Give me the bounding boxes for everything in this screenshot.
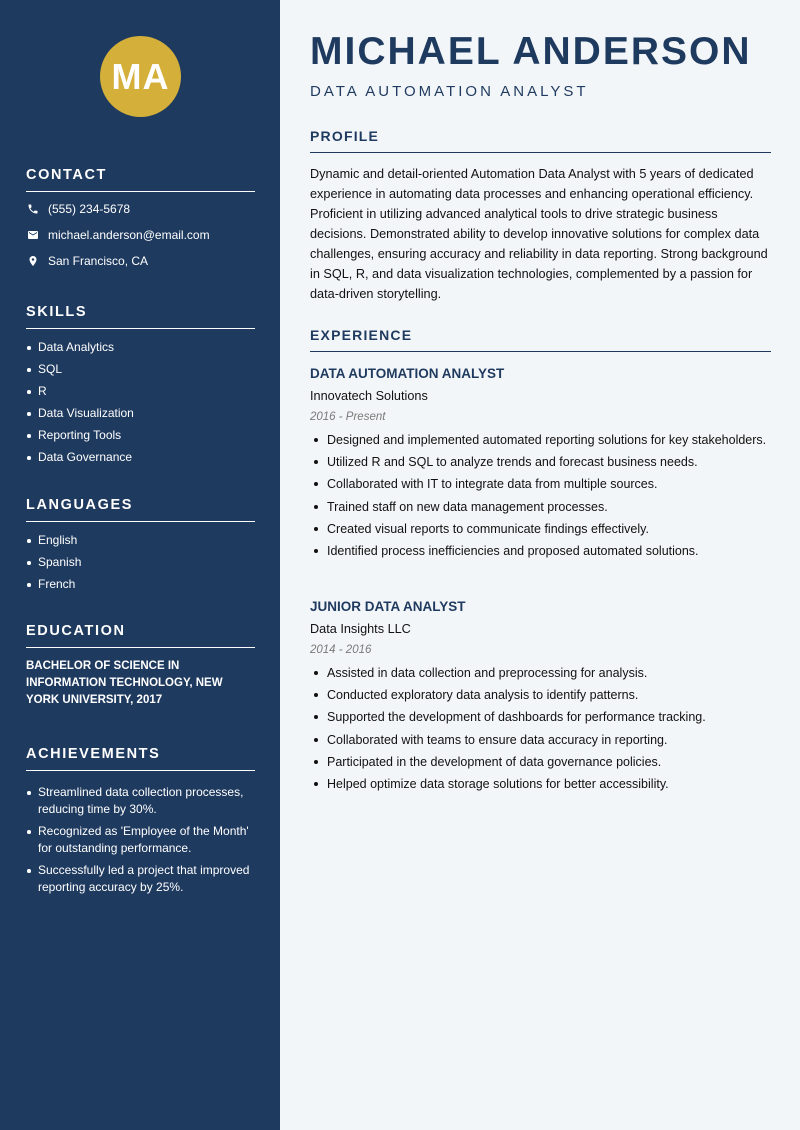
job-bullet: Collaborated with teams to ensure data accuracy in reporting. xyxy=(310,731,771,749)
company-name: Data Insights LLC xyxy=(310,622,411,636)
language-item: French xyxy=(26,576,255,593)
skills-heading: SKILLS xyxy=(26,304,255,329)
email-text[interactable]: michael.anderson@email.com xyxy=(48,228,210,242)
achievements-heading: ACHIEVEMENTS xyxy=(26,746,255,771)
contact-heading: CONTACT xyxy=(26,167,255,192)
skill-item: Reporting Tools xyxy=(26,427,255,444)
profile-text: Dynamic and detail-oriented Automation Data Analyst with 5 years of dedicated experience in automating data processes and enhancing operational efficiency. Proficient in utilizing advanced analytical tools to drive strategic business decisions. Demonstrated ability to develop innovative solutions for complex data challenges, ensuring accuracy and reliability in data reporting. Strong background in SQL, R, and data visualization technologies, complemented by a passion for data-driven storytelling. xyxy=(310,167,768,301)
job-bullet: Created visual reports to communicate findings effectively. xyxy=(310,520,771,538)
job-bullet: Assisted in data collection and preprocessing for analysis. xyxy=(310,664,771,682)
location-pin-icon xyxy=(26,254,40,268)
education-heading: EDUCATION xyxy=(26,623,255,648)
languages-heading: LANGUAGES xyxy=(26,497,255,522)
achievement-item: Successfully led a project that improved reporting accuracy by 25%. xyxy=(26,862,255,896)
job-bullet: Designed and implemented automated reporting solutions for key stakeholders. xyxy=(310,431,771,449)
achievement-item: Recognized as 'Employee of the Month' for outstanding performance. xyxy=(26,823,255,857)
location-text: San Francisco, CA xyxy=(48,254,149,268)
job-bullet: Helped optimize data storage solutions for better accessibility. xyxy=(310,775,771,793)
profile-heading: PROFILE xyxy=(310,128,771,153)
phone-text: (555) 234-5678 xyxy=(48,202,131,216)
profile-section xyxy=(310,128,771,304)
job-bullet: Supported the development of dashboards for performance tracking. xyxy=(310,708,771,726)
job-entry xyxy=(310,599,771,797)
skill-item: SQL xyxy=(26,361,255,378)
avatar-initials: MA xyxy=(111,55,170,97)
job-entry xyxy=(310,366,771,564)
job-bullet: Trained staff on new data management processes. xyxy=(310,498,771,516)
skills-section xyxy=(26,304,255,471)
experience-section xyxy=(310,327,771,352)
contact-email xyxy=(26,226,255,244)
contact-phone xyxy=(26,200,255,218)
job-title: DATA AUTOMATION ANALYST xyxy=(310,366,505,381)
sidebar xyxy=(0,0,280,1130)
experience-heading: EXPERIENCE xyxy=(310,327,771,352)
skill-item: R xyxy=(26,383,255,400)
skill-item: Data Visualization xyxy=(26,405,255,422)
company-name: Innovatech Solutions xyxy=(310,389,428,403)
job-title: JUNIOR DATA ANALYST xyxy=(310,599,466,614)
language-item: English xyxy=(26,532,255,549)
candidate-title: DATA AUTOMATION ANALYST xyxy=(310,83,589,100)
education-line: YORK UNIVERSITY, 2017 xyxy=(26,694,163,706)
contact-section xyxy=(26,167,255,270)
skill-item: Data Analytics xyxy=(26,339,255,356)
education-line: BACHELOR OF SCIENCE IN xyxy=(26,660,180,672)
job-bullet: Conducted exploratory data analysis to identify patterns. xyxy=(310,686,771,704)
job-dates: 2016 - Present xyxy=(310,411,386,423)
job-dates: 2014 - 2016 xyxy=(310,644,372,656)
languages-section xyxy=(26,497,255,598)
job-bullet: Collaborated with IT to integrate data from multiple sources. xyxy=(310,475,771,493)
skill-item: Data Governance xyxy=(26,449,255,466)
education-degree xyxy=(26,658,255,709)
education-section xyxy=(26,623,255,709)
job-bullets xyxy=(310,664,771,793)
phone-icon xyxy=(26,202,40,216)
achievements-section xyxy=(26,746,255,901)
candidate-name: MICHAEL ANDERSON xyxy=(310,30,752,73)
job-bullet: Utilized R and SQL to analyze trends and forecast business needs. xyxy=(310,453,771,471)
achievements-list xyxy=(26,784,255,896)
languages-list xyxy=(26,532,255,593)
language-item: Spanish xyxy=(26,554,255,571)
email-icon xyxy=(26,228,40,242)
job-bullet: Participated in the development of data governance policies. xyxy=(310,753,771,771)
contact-location xyxy=(26,252,255,270)
avatar xyxy=(100,36,181,117)
job-bullet: Identified process inefficiencies and proposed automated solutions. xyxy=(310,542,771,560)
skills-list xyxy=(26,339,255,466)
education-line: INFORMATION TECHNOLOGY, NEW xyxy=(26,677,223,689)
job-bullets xyxy=(310,431,771,560)
achievement-item: Streamlined data collection processes, reducing time by 30%. xyxy=(26,784,255,818)
